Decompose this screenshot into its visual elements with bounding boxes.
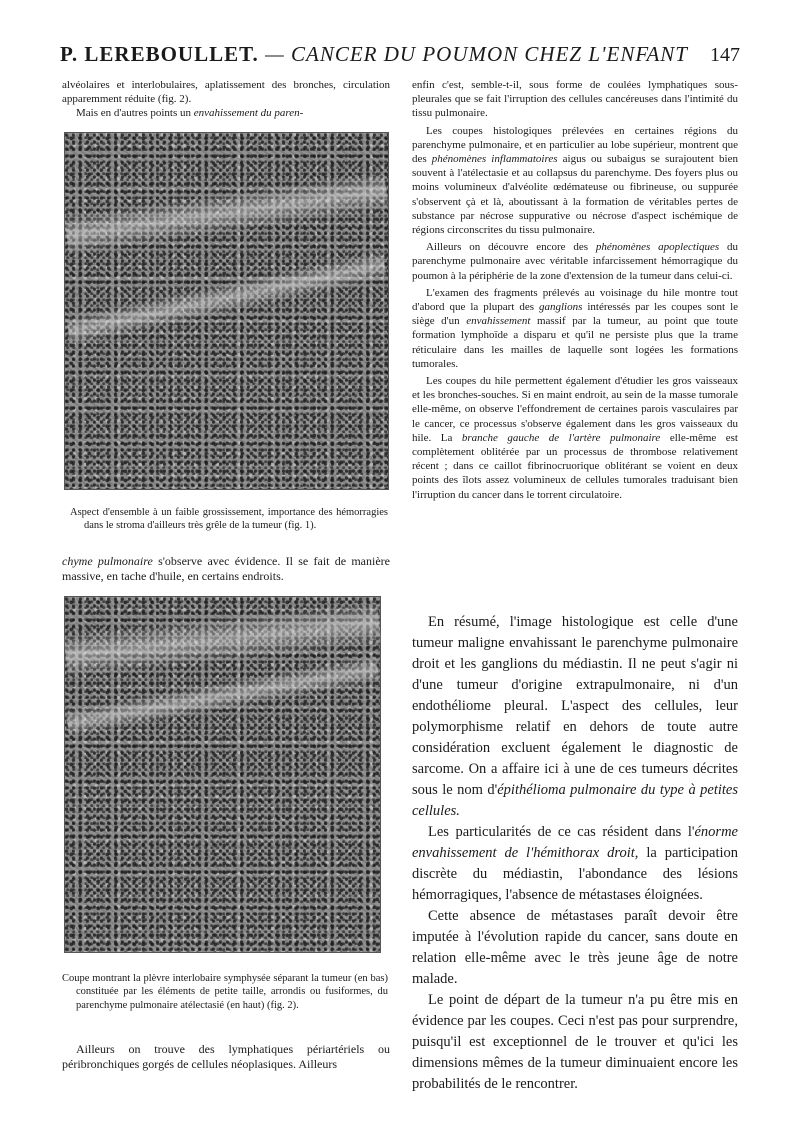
conclusion-block [412,612,738,1095]
paragraph: Les coupes histologiques prélevées en certaines régions du parenchyme pulmonaire, et en particulier au lobe supérieur, montrent que des phénomènes inflammatoires aigus ou subaigus se surajoutent bien souvent à l'atélectasie et au collapsus du parenchyme. Des foyers plus ou moins volumineux d'alvéolite œdémateuse ou fibrineuse, ou suppurée s'observent çà et là, aboutissant à la formation de véritables pertes de substance par nécrose suppurative ou nécrose d'aspect ischémique de régions circonscrites du tissu pulmonaire. [412,124,738,237]
left-column-top [62,78,390,121]
paragraph: Ailleurs on découvre encore des phénomènes apoplectiques du parenchyme pulmonaire avec véritable infarcissement hémorragique du poumon à la périphérie de la zone d'extension de la tumeur dans celui-ci. [412,241,738,282]
left-column-bottom [62,1042,390,1072]
paragraph: L'examen des fragments prélevés au voisinage du hile montre tout d'abord que la plupart des ganglions intéressés par les coupes sont le siège d'un envahissement massif par la tumeur, au point que toute formation lymphoïde a disparu et qu'il ne persiste plus que la trame réticulaire dans les mailles de laquelle sont logées les formations tumorales. [412,286,739,370]
paragraph: Ailleurs on trouve des lymphatiques périartériels ou péribronchiques gorgés de cellules néoplasiques. Ailleurs [62,1042,390,1072]
left-column-middle [62,554,390,584]
figure-2-caption: Coupe montrant la plèvre interlobaire symphysée séparant la tumeur (en bas) constituée par les éléments de petite taille, arrondis ou fusiformes, du parenchyme pulmonaire atélectasié (en haut) (fig. 2). [62,973,388,1011]
paragraph: alvéolaires et interlobulaires, aplatissement des bronches, circulation apparemment réduite (fig. 2). [62,79,390,106]
paragraph: Le point de départ de la tumeur n'a pu être mis en évidence par les coupes. Ceci n'est pas pour surprendre, puisqu'il est exceptionnel de le trouver et qu'ici les dimensions mêmes de la tumeur diminuaient encore les probabilités de le rencontrer. [412,992,738,1092]
figure-1-micrograph [64,132,389,490]
paragraph: enfin c'est, semble-t-il, sous forme de coulées lymphatiques sous-pleurales que se fait l'irruption des cellules cancéreuses dans l'intimité du tissu pulmonaire. [412,79,738,120]
figure-2-micrograph [64,596,381,953]
paragraph: Les particularités de ce cas résident dans l'énorme envahissement de l'hémithorax droit, la participation discrète du médiastin, l'abondance des lésions hémorragiques, l'absence de métastases éloignées. [412,824,738,903]
header-author: P. LEREBOULLET. [60,42,259,66]
right-column-top [412,78,738,502]
paragraph: En résumé, l'image histologique est celle d'une tumeur maligne envahissant le parenchyme pulmonaire droit et les ganglions du médiastin. Il ne peut s'agir ni d'une tumeur d'origine extrapulmonaire, ni d'un endothéliome pleural. L'aspect des cellules, leur polymorphisme relatif en dehors de toute autre considération excluent également le diagnostic de sarcome. On a affaire ici à une de ces tumeurs décrites sous le nom d'épithélioma pulmonaire du type à petites cellules. [412,614,738,819]
paragraph: Les coupes du hile permettent également d'étudier les gros vaisseaux et les bronches-souches. Si en maint endroit, au sein de la masse tumorale elle-même, on observe l'effondrement de certaines parois vasculaires par le cancer, ce processus s'observe également dans les gros vaisseaux du hile. La branche gauche de l'artère pulmonaire elle-même est complètement oblitérée par un processus de thrombose relativement récent ; dans ce caillot fibrinocruorique oblitérant se voient en deux points des îlots assez volumineux de cellules tumorales traduisant bien l'irruption du cancer dans le torrent circulatoire. [412,375,738,501]
paragraph: Mais en d'autres points un envahissement du paren- [76,107,304,120]
running-header [60,42,740,70]
paragraph: Cette absence de métastases paraît devoir être imputée à l'évolution rapide du cancer, sans doute en relation elle-même avec le très jeune âge de notre malade. [412,908,738,987]
header-title: — CANCER DU POUMON CHEZ L'ENFANT [265,42,688,66]
figure-1-caption: Aspect d'ensemble à un faible grossissement, importance des hémorragies dans le stroma d'ailleurs très grêle de la tumeur (fig. 1). [70,507,388,532]
header-title-group [60,42,688,67]
page-number: 147 [710,44,740,66]
paragraph: chyme pulmonaire s'observe avec évidence. Il se fait de manière massive, en tache d'huile, en certains endroits. [62,554,390,584]
